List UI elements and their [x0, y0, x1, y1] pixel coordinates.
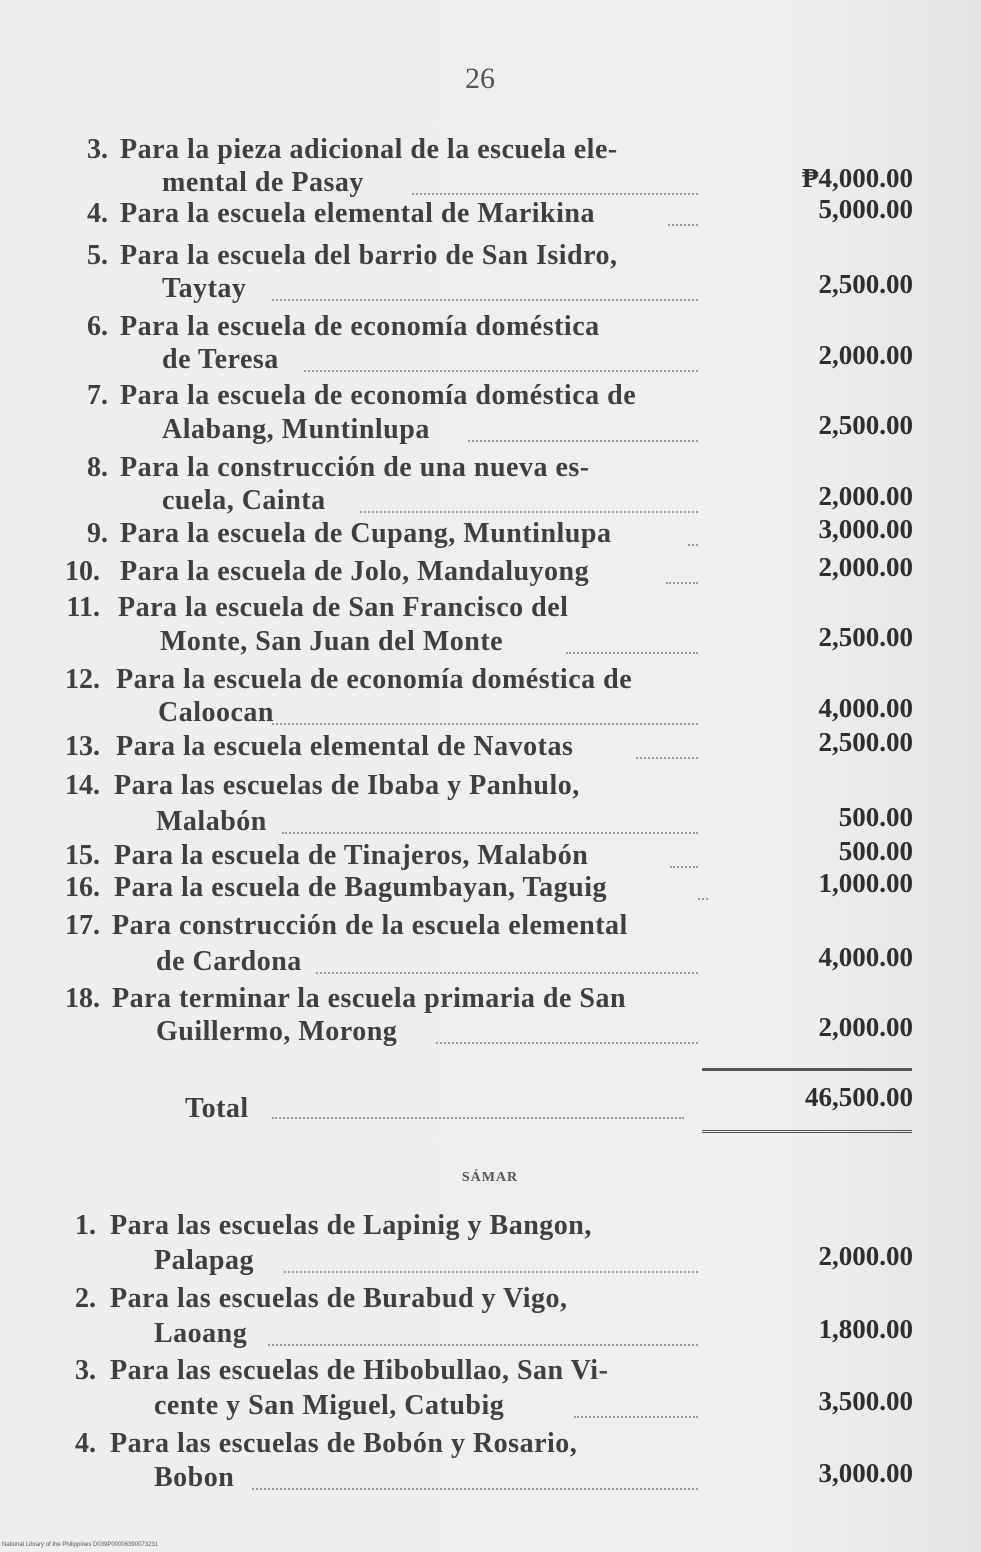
item-description-line1: Para la escuela elemental de Navotas: [116, 731, 574, 762]
item-description-line1: Para la escuela de Jolo, Mandaluyong: [120, 556, 590, 587]
item-description-line1: Para la escuela elemental de Marikina: [120, 198, 595, 229]
item-description-line1: Para las escuelas de Bobón y Rosario,: [110, 1428, 578, 1459]
item-leader-dots: [666, 582, 698, 584]
item-leader-dots: [574, 1416, 698, 1418]
item-description-line2: Taytay: [162, 273, 247, 304]
item-amount: 500.00: [838, 836, 913, 866]
item-number: 2.: [75, 1283, 96, 1314]
item-number: 17.: [65, 910, 100, 941]
item-amount: 500.00: [838, 802, 913, 832]
item-description-line1: Para las escuelas de Hibobullao, San Vi-: [110, 1355, 609, 1386]
item-number: 10.: [65, 556, 100, 587]
item-number: 5.: [87, 240, 108, 271]
item-leader-dots: [670, 866, 698, 868]
item-leader-dots: [282, 832, 698, 834]
item-amount: 4,000.00: [818, 942, 913, 972]
page-number: 26: [465, 62, 495, 95]
item-description-line1: Para la escuela de economía doméstica: [120, 311, 600, 342]
item-description-line2: Alabang, Muntinlupa: [162, 414, 430, 445]
total-rule: [702, 1068, 912, 1071]
item-description-line1: Para la escuela de economía doméstica de: [116, 664, 633, 695]
item-number: 3.: [87, 134, 108, 165]
item-number: 18.: [65, 983, 100, 1014]
item-description-line2: Caloocan: [158, 697, 274, 728]
item-number: 4.: [87, 198, 108, 229]
item-leader-dots: [316, 972, 698, 974]
item-leader-dots: [436, 1042, 698, 1044]
item-description-line2: Bobon: [154, 1462, 235, 1493]
item-number: 9.: [87, 518, 108, 549]
item-description-line2: Palapag: [154, 1245, 254, 1276]
item-description-line2: de Cardona: [156, 946, 302, 977]
item-amount: 1,000.00: [818, 868, 913, 898]
item-description-line2: cente y San Miguel, Catubig: [154, 1390, 505, 1421]
item-description-line1: Para las escuelas de Burabud y Vigo,: [110, 1283, 568, 1314]
item-amount: 3,500.00: [818, 1386, 913, 1416]
item-leader-dots: [566, 652, 698, 654]
item-description-line2: Malabón: [156, 806, 267, 837]
item-number: 8.: [87, 452, 108, 483]
item-leader-dots: [688, 544, 698, 546]
item-amount: ₱4,000.00: [802, 163, 913, 193]
item-leader-dots: [412, 193, 698, 195]
item-description-line1: Para la escuela de economía doméstica de: [120, 380, 637, 411]
item-amount: 2,000.00: [818, 1012, 913, 1042]
total-amount: 46,500.00: [805, 1082, 913, 1112]
item-description-line1: Para la escuela de Tinajeros, Malabón: [114, 840, 589, 871]
item-amount: 2,000.00: [818, 1241, 913, 1271]
item-description-line2: mental de Pasay: [162, 167, 364, 198]
item-amount: 2,000.00: [818, 340, 913, 370]
item-number: 3.: [75, 1355, 96, 1386]
item-amount: 2,000.00: [818, 481, 913, 511]
item-number: 7.: [87, 380, 108, 411]
total-label: Total: [185, 1093, 249, 1124]
item-number: 4.: [75, 1428, 96, 1459]
item-description-line2: Monte, San Juan del Monte: [160, 626, 504, 657]
item-number: 13.: [65, 731, 100, 762]
item-description-line1: Para la escuela de Cupang, Muntinlupa: [120, 518, 612, 549]
item-leader-dots: [636, 757, 698, 759]
item-description-line1: Para las escuelas de Ibaba y Panhulo,: [114, 770, 580, 801]
item-leader-dots: [304, 370, 698, 372]
total-leader: [272, 1117, 684, 1119]
item-number: 12.: [65, 664, 100, 695]
item-amount: 2,500.00: [818, 269, 913, 299]
item-amount: 2,000.00: [818, 552, 913, 582]
item-description-line1: Para la construcción de una nueva es-: [120, 452, 590, 483]
item-leader-dots: [668, 224, 698, 226]
item-description-line1: Para la escuela de San Francisco del: [118, 592, 569, 623]
library-footer: National Library of the Philippines D039P00006390073231: [2, 1542, 159, 1548]
item-description-line2: Guillermo, Morong: [156, 1016, 398, 1047]
item-amount: 4,000.00: [818, 693, 913, 723]
item-number: 14.: [65, 770, 100, 801]
item-number: 1.: [75, 1210, 96, 1241]
item-number: 16.: [65, 872, 100, 903]
item-number: 11.: [66, 592, 100, 623]
item-amount: 1,800.00: [818, 1314, 913, 1344]
item-leader-dots: [252, 1488, 698, 1490]
item-description-line1: Para la escuela de Bagumbayan, Taguig: [114, 872, 608, 903]
item-number: 6.: [87, 311, 108, 342]
item-leader-dots: [360, 511, 698, 513]
item-leader-dots: [698, 898, 708, 900]
item-leader-dots: [284, 1271, 698, 1273]
total-double-rule: [702, 1130, 912, 1137]
item-description-line2: Laoang: [154, 1318, 248, 1349]
item-description-line1: Para la pieza adicional de la escuela ele-: [120, 134, 618, 165]
item-leader-dots: [272, 723, 698, 725]
item-description-line2: de Teresa: [162, 344, 279, 375]
item-leader-dots: [272, 299, 698, 301]
item-amount: 2,500.00: [818, 410, 913, 440]
item-number: 15.: [65, 840, 100, 871]
item-amount: 3,000.00: [818, 514, 913, 544]
item-amount: 2,500.00: [818, 727, 913, 757]
item-leader-dots: [268, 1344, 698, 1346]
item-description-line2: cuela, Cainta: [162, 485, 326, 516]
item-amount: 3,000.00: [818, 1458, 913, 1488]
item-description-line1: Para construcción de la escuela elemental: [112, 910, 628, 941]
item-description-line1: Para las escuelas de Lapinig y Bangon,: [110, 1210, 592, 1241]
item-amount: 5,000.00: [818, 194, 913, 224]
item-description-line1: Para terminar la escuela primaria de San: [112, 983, 627, 1014]
item-leader-dots: [468, 440, 698, 442]
item-description-line1: Para la escuela del barrio de San Isidro,: [120, 240, 618, 271]
section-title: SÁMAR: [461, 1170, 519, 1185]
item-amount: 2,500.00: [818, 622, 913, 652]
